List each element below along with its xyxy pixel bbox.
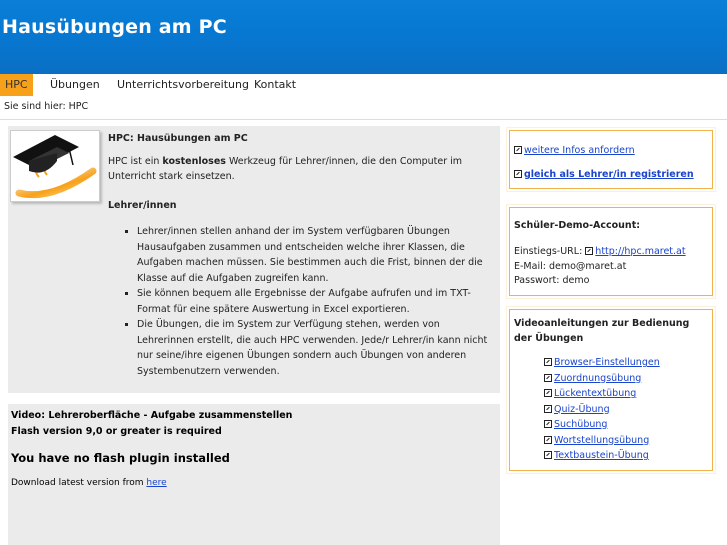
list-item <box>544 355 660 371</box>
graduation-cap-logo <box>10 130 100 202</box>
demo-account-box <box>509 207 713 296</box>
nav-item-unterrichtsvorbereitung[interactable]: Unterrichtsvorbereitung <box>117 78 249 91</box>
register-link[interactable]: gleich als Lehrer/in registrieren <box>524 169 694 180</box>
list-item <box>544 402 660 418</box>
tutorial-link-lueckentextuebung[interactable]: Lückentextübung <box>554 388 637 399</box>
section-heading-lehrer: Lehrer/innen <box>108 199 177 211</box>
tutorial-link-wortstellungsuebung[interactable]: Wortstellungsübung <box>554 434 650 446</box>
demo-url-row <box>514 246 686 257</box>
intro-text <box>108 154 493 185</box>
demo-url-label: Einstiegs-URL: <box>514 246 586 257</box>
external-link-icon <box>544 374 552 382</box>
external-link-icon <box>514 146 522 154</box>
intro-bold: kostenloses <box>162 155 226 167</box>
download-line <box>11 478 491 488</box>
register-row <box>514 169 694 180</box>
demo-password: Passwort: demo <box>514 275 590 286</box>
no-flash-message: You have no flash plugin installed <box>11 451 230 465</box>
video-text <box>11 408 491 488</box>
intro-pre: HPC ist ein <box>108 155 163 167</box>
external-link-icon <box>544 451 552 459</box>
nav-item-uebungen[interactable]: Übungen <box>50 78 100 91</box>
list-item <box>544 433 660 449</box>
list-item <box>544 371 660 387</box>
download-text: Download latest version from <box>11 478 147 488</box>
tutorial-link-zuordnungsuebung[interactable]: Zuordnungsübung <box>554 372 642 384</box>
list-item <box>544 448 660 464</box>
tutorial-link-list <box>544 355 660 464</box>
video-tutorials-box <box>509 309 713 471</box>
download-link[interactable]: here <box>146 478 167 488</box>
list-item <box>544 386 660 402</box>
tutorial-link-suchuebung[interactable]: Suchübung <box>554 419 608 430</box>
info-request-row <box>514 145 635 156</box>
list-item: ▪ Die Übungen, die im System zur Verfügung stehen, werden von Lehrerinnen erstellt, die auch HPC verwenden. Jede/r Lehrer/in kann nicht nur seine/ihre eigenen Übungen sondern auch Übungen von anderen Systembenutzern verwenden. <box>137 317 493 379</box>
external-link-icon <box>544 389 552 397</box>
tutorial-link-browser-einstellungen[interactable]: Browser-Einstellungen <box>554 357 660 368</box>
list-item: ▪ Lehrer/innen stellen anhand der im System verfügbaren Übungen Hausaufgaben zusammen und entscheiden welche ihrer Klassen, die Aufgaben machen müssen. Sie bestimmen auch die Frist, binnen der die Klasse auf die Aufgaben zugreifen kann. <box>137 224 493 286</box>
external-link-icon <box>544 420 552 428</box>
main-nav <box>0 74 727 96</box>
info-request-link[interactable]: weitere Infos anfordern <box>524 145 635 156</box>
list-item: ▪ Sie können bequem alle Ergebnisse der Aufgabe aufrufen und im TXT-Format für eine spätere Auswertung in Excel exportieren. <box>137 286 493 317</box>
nav-item-hpc[interactable]: HPC <box>0 74 33 96</box>
external-link-icon <box>544 358 552 366</box>
graduation-cap-icon <box>11 131 99 201</box>
register-box <box>509 130 713 189</box>
external-link-icon <box>544 405 552 413</box>
main-text <box>108 131 493 379</box>
nav-item-kontakt[interactable]: Kontakt <box>254 78 297 91</box>
tutorial-link-textbaustein-uebung[interactable]: Textbaustein-Übung <box>554 450 649 461</box>
breadcrumb: Sie sind hier: HPC <box>0 96 727 120</box>
demo-email: E-Mail: demo@maret.at <box>514 261 627 272</box>
list-item <box>544 417 660 433</box>
video-title: Video: Lehreroberfläche - Aufgabe zusammenstellen <box>11 410 293 421</box>
video-tutorials-title: Videoanleitungen zur Bedienung der Übungen <box>514 318 690 344</box>
site-title: Hausübungen am PC <box>2 16 227 38</box>
demo-url-link[interactable]: http://hpc.maret.at <box>595 246 686 257</box>
tutorial-link-quiz-uebung[interactable]: Quiz-Übung <box>554 403 610 415</box>
external-link-icon <box>514 170 522 178</box>
external-link-icon <box>585 247 593 255</box>
header <box>0 0 727 74</box>
flash-requirement: Flash version 9,0 or greater is required <box>11 425 222 437</box>
external-link-icon <box>544 436 552 444</box>
feature-list <box>108 224 493 379</box>
demo-title: Schüler-Demo-Account: <box>514 220 641 231</box>
main-heading: HPC: Hausübungen am PC <box>108 133 248 144</box>
intro-post: Werkzeug für Lehrer/innen, die den Computer im Unterricht stark einsetzen. <box>108 155 463 182</box>
